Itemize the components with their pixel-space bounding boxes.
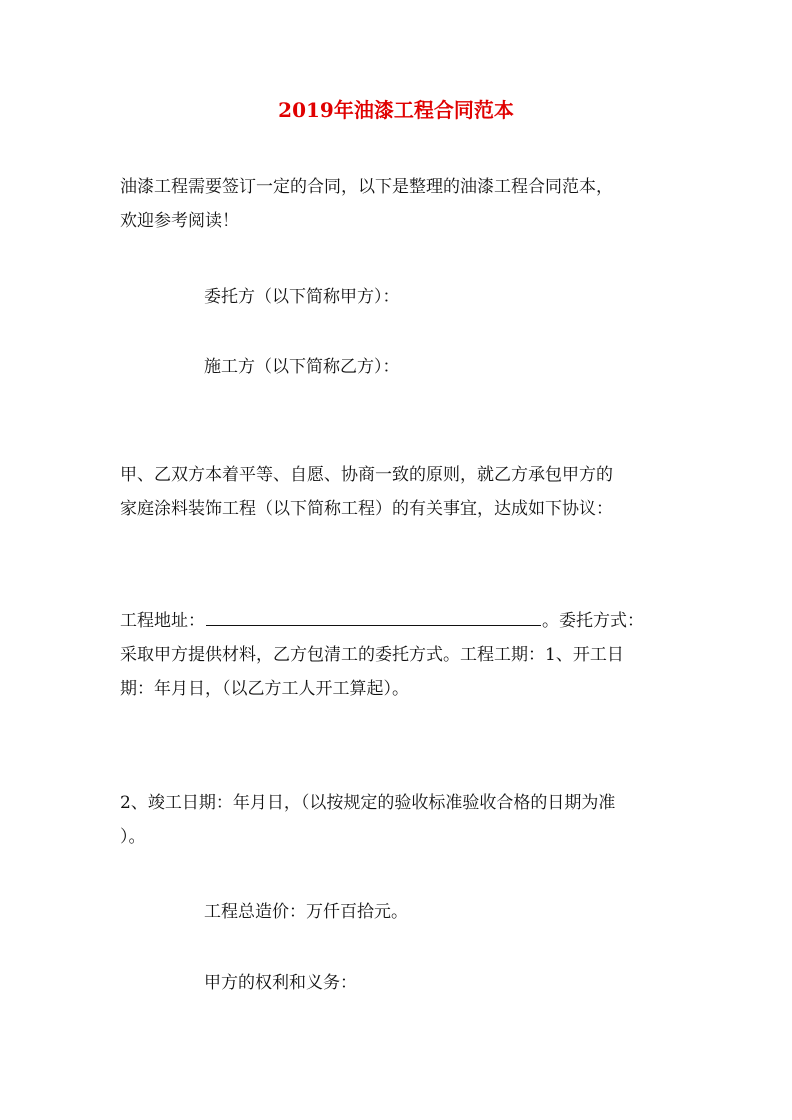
party-a-rights-heading: 甲方的权利和义务： bbox=[204, 973, 357, 993]
intro-line-2: 欢迎参考阅读！ bbox=[120, 211, 239, 231]
intro-paragraph bbox=[120, 170, 680, 238]
agreement-line-2: 家庭涂料装饰工程（以下简称工程）的有关事宜，达成如下协议： bbox=[120, 499, 613, 519]
document-title: 2019年油漆工程合同范本 bbox=[278, 98, 514, 122]
completion-line-2: ）。 bbox=[120, 827, 146, 847]
address-label: 工程地址： bbox=[120, 611, 205, 631]
agreement-line-1: 甲、乙双方本着平等、自愿、协商一致的原则，就乙方承包甲方的 bbox=[120, 465, 613, 485]
agreement-paragraph bbox=[120, 458, 680, 526]
completion-line-1: 2、竣工日期：年月日，（以按规定的验收标准验收合格的日期为准 bbox=[120, 793, 616, 813]
address-blank-line bbox=[206, 607, 541, 626]
total-price-line: 工程总造价：万仟百拾元。 bbox=[204, 902, 408, 922]
intro-line-1: 油漆工程需要签订一定的合同，以下是整理的油漆工程合同范本， bbox=[120, 177, 613, 197]
completion-paragraph bbox=[120, 786, 680, 854]
address-suffix: 。委托方式： bbox=[542, 611, 644, 631]
party-a-field: 委托方（以下简称甲方）： bbox=[204, 287, 400, 307]
project-paragraph bbox=[120, 604, 680, 706]
party-b-field: 施工方（以下简称乙方）： bbox=[204, 357, 400, 377]
project-line-3: 期：年月日，（以乙方工人开工算起）。 bbox=[120, 679, 409, 699]
project-line-2: 采取甲方提供材料，乙方包清工的委托方式。工程工期：1、开工日 bbox=[120, 645, 624, 665]
project-address-line bbox=[120, 604, 680, 638]
